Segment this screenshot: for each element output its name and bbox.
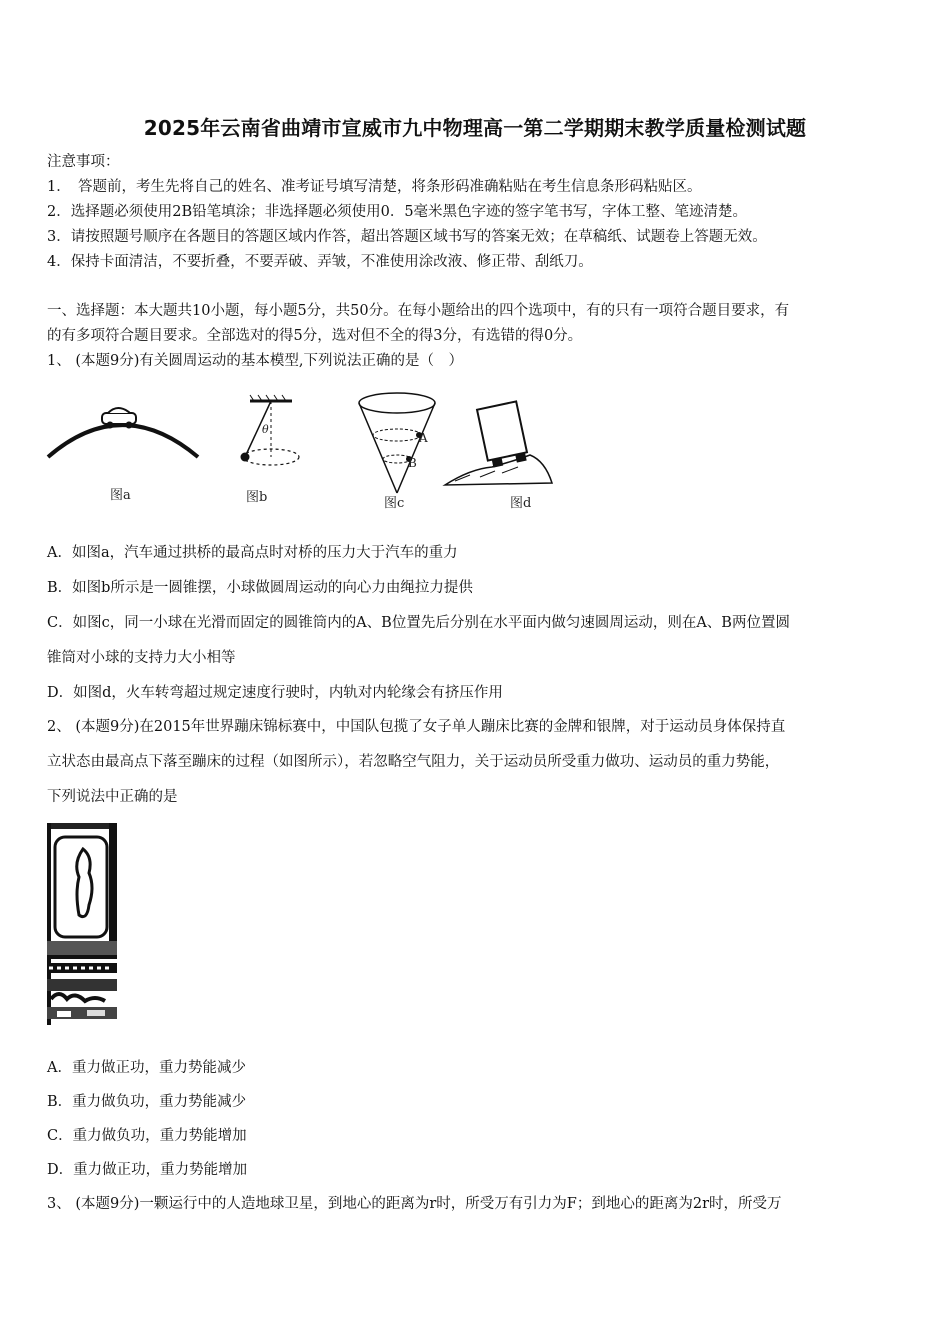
q1-option-c-line-1: C．如图c，同一小球在光滑而固定的圆锥筒内的A、B位置先后分别在水平面内做匀速圆周运动，则在A、B两位置圆 [47,615,790,631]
question-1-stem: 1、 (本题9分)有关圆周运动的基本模型,下列说法正确的是（ ） [47,353,463,369]
q1-option-d: D．如图d，火车转弯超过规定速度行驶时，内轨对内轮缘会有挤压作用 [47,685,503,701]
figure-d-train-turn [445,401,552,511]
section-intro-line-2: 的有多项符合题目要求。全部选对的得5分，选对但不全的得3分，有选错的得0分。 [47,328,583,344]
figure-b-angle: θ [262,423,269,436]
notice-item-2: 2．选择题必须使用2B铅笔填涂；非选择题必须使用0．5毫米黑色字迹的签字笔书写，字体工整、笔迹清楚。 [47,204,748,220]
section-intro-line-1: 一、选择题：本大题共10小题，每小题5分，共50分。在每小题给出的四个选项中，有的只有一项符合题目要求，有 [47,303,790,319]
q2-option-b: B．重力做负功，重力势能减少 [47,1094,247,1110]
figure-a-arch-bridge [48,408,198,503]
exam-title: 2025年云南省曲靖市宣威市九中物理高一第二学期期末教学质量检测试题 [143,116,807,140]
notice-heading: 注意事项： [47,154,120,170]
q2-option-d: D．重力做正功，重力势能增加 [47,1162,248,1178]
trampoline-photo [47,823,117,1025]
q1-option-c-line-2: 锥筒对小球的支持力大小相等 [47,650,236,666]
q2-option-c: C．重力做负功，重力势能增加 [47,1128,247,1144]
question-2-stem-line-3: 下列说法中正确的是 [47,789,178,805]
q2-option-a: A．重力做正功，重力势能减少 [47,1060,246,1076]
notice-item-3: 3．请按照题号顺序在各题目的答题区域内作答，超出答题区域书写的答案无效；在草稿纸、试题卷上答题无效。 [47,229,767,245]
q1-option-a: A．如图a，汽车通过拱桥的最高点时对桥的压力大于汽车的重力 [47,545,458,561]
figure-b-label: 图b [246,490,268,505]
point-a-label: A [419,431,428,445]
question-2-stem-line-1: 2、 (本题9分)在2015年世界蹦床锦标赛中，中国队包揽了女子单人蹦床比赛的金牌和银牌，对于运动员身体保持直 [47,719,786,735]
question-3-stem-line-1: 3、 (本题9分)一颗运行中的人造地球卫星，到地心的距离为r时，所受万有引力为F；到地心的距离为2r时，所受万 [47,1196,782,1212]
notice-item-4: 4．保持卡面清洁，不要折叠，不要弄破、弄皱，不准使用涂改液、修正带、刮纸刀。 [47,254,593,270]
point-b-label: B [408,456,417,470]
q1-option-b: B．如图b所示是一圆锥摆，小球做圆周运动的向心力由绳拉力提供 [47,580,473,596]
figure-d-label: 图d [510,496,532,511]
figure-a-label: 图a [110,488,131,503]
figure-b-conical-pendulum [241,395,300,505]
figure-c-cone [359,393,435,511]
pendulum-ball [241,453,250,462]
question-2-stem-line-2: 立状态由最高点下落至蹦床的过程（如图所示），若忽略空气阻力，关于运动员所受重力做功、运动员的重力势能， [47,754,780,770]
notice-item-1: 1． 答题前，考生先将自己的姓名、准考证号填写清楚，将条形码准确粘贴在考生信息条形码粘贴区。 [47,179,702,195]
figure-c-label: 图c [384,496,405,511]
q1-figures [40,385,560,515]
